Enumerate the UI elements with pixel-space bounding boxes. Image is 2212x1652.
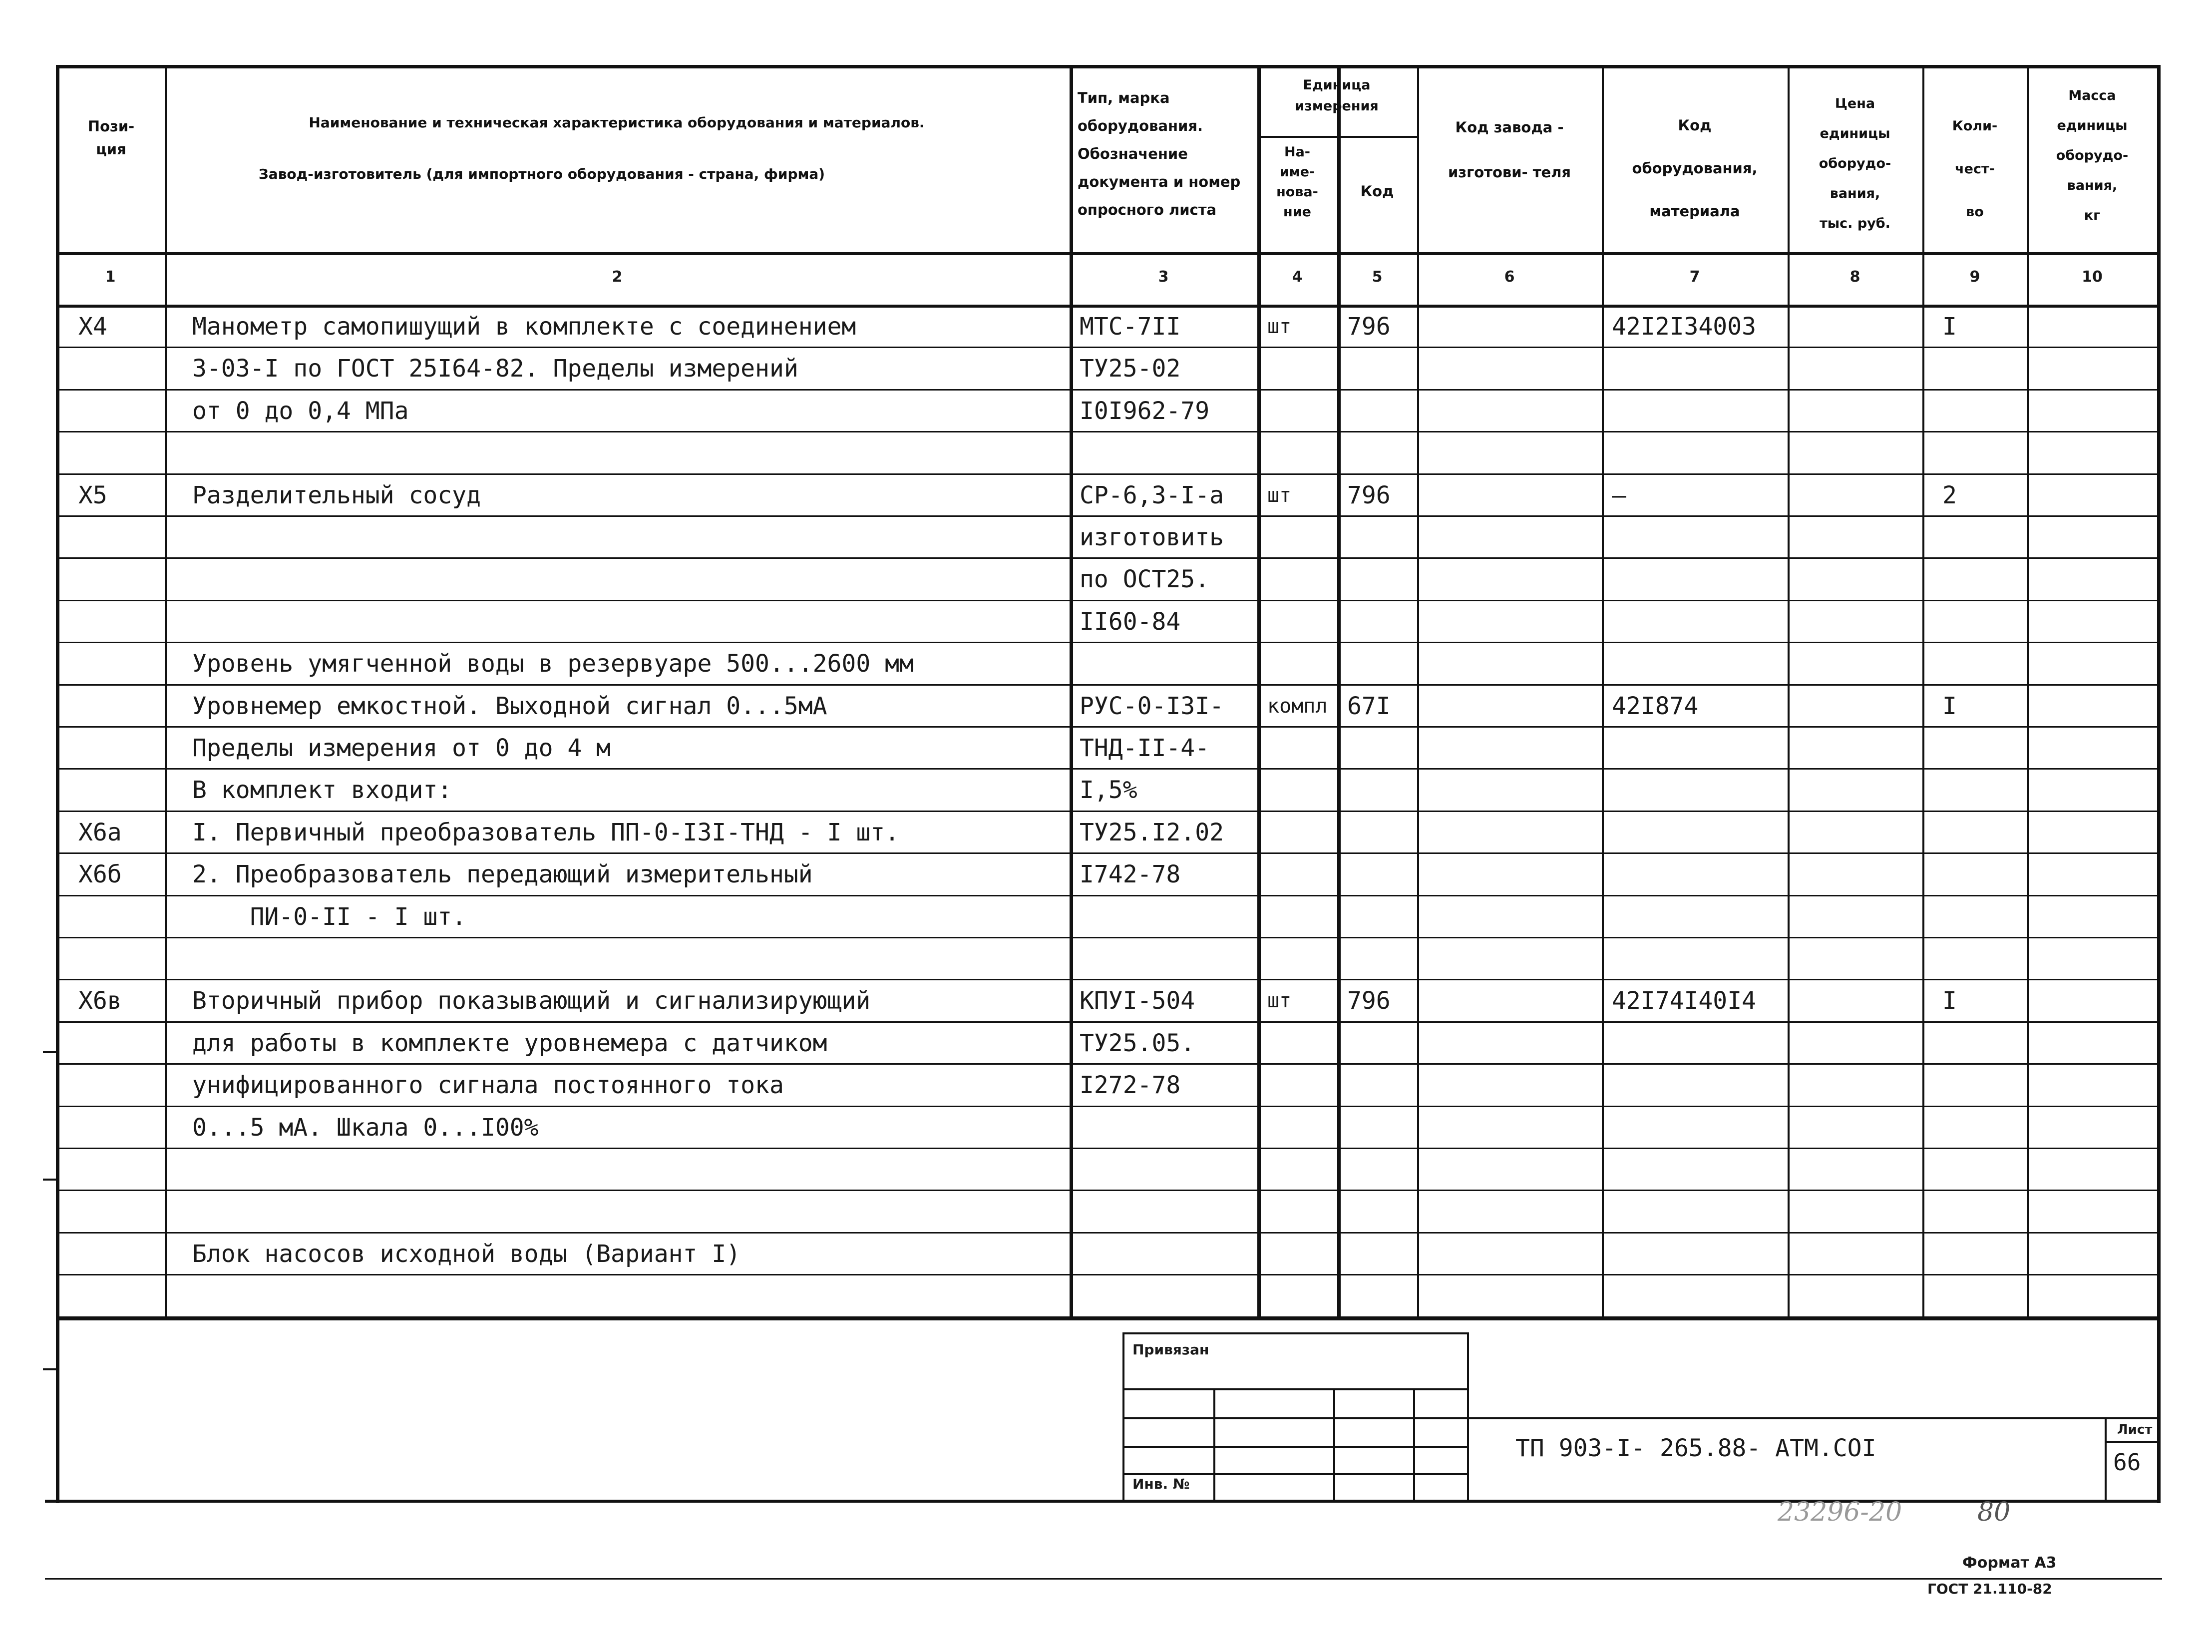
column-number: 10 (2082, 268, 2103, 286)
column-number: 1 (105, 268, 116, 286)
cell-type: РУС-0-I3I- (1080, 692, 1224, 720)
cell-name: Вторичный прибор показывающий и сигнализирующий (192, 987, 871, 1015)
header-price: Цена единицы оборудо- вания, тыс. руб. (1819, 96, 1891, 231)
row-divider (56, 1316, 2159, 1318)
row-divider (56, 1148, 2159, 1149)
cell-code: 796 (1347, 481, 1391, 509)
row-divider (56, 473, 2159, 475)
title-block-line (1122, 1473, 1467, 1475)
row-divider (56, 979, 2159, 980)
cell-type: ТУ25.I2.02 (1080, 818, 1224, 846)
title-block-line (1122, 1332, 1467, 1334)
row-divider (56, 557, 2159, 559)
cell-item-code: 42I874 (1612, 692, 1699, 720)
header-position: Пози- ция (87, 118, 135, 158)
cell-name: от 0 до 0,4 МПа (192, 397, 409, 425)
row-divider (56, 1274, 2159, 1275)
row-divider (56, 389, 2159, 391)
cell-qty: 2 (1942, 481, 1957, 509)
column-number: 4 (1292, 268, 1303, 286)
title-block-line (1122, 1446, 1467, 1448)
cell-unit: шт (1267, 989, 1292, 1013)
cell-name: В комплект входит: (192, 776, 452, 805)
row-divider (56, 684, 2159, 686)
row-divider (56, 768, 2159, 770)
cell-name: 0...5 мА. Шкала 0...I00% (192, 1113, 539, 1142)
cell-qty: I (1942, 987, 1957, 1015)
row-divider (56, 726, 2159, 728)
title-block-line (1122, 1332, 1124, 1502)
title-block-line (2105, 1441, 2160, 1443)
cell-unit: компл (1267, 694, 1328, 718)
cell-name: унифицированного сигнала постоянного тока (192, 1071, 784, 1100)
cell-item-code: – (1612, 481, 1626, 509)
row-divider (56, 811, 2159, 812)
cell-name: Уровень умягченной воды в резервуаре 500...2600 мм (192, 650, 914, 678)
column-number: 5 (1372, 268, 1383, 286)
cell-pos: X4 (78, 313, 107, 341)
cell-type: ТНД-II-4- (1080, 734, 1210, 762)
handwritten-number: 23296-20 (1778, 1497, 1902, 1527)
cell-name: Блок насосов исходной воды (Вариант I) (192, 1239, 741, 1268)
sheet-label: Лист (2117, 1422, 2153, 1437)
column-number: 3 (1158, 268, 1169, 286)
header-unit-group: Единица измерения (1295, 77, 1379, 114)
cell-qty: I (1942, 692, 1957, 720)
column-number: 6 (1504, 268, 1515, 286)
cell-pos: X6а (78, 818, 122, 846)
cell-type: СР-6,3-I-а (1080, 481, 1224, 509)
cell-type: по ОСТ25. (1080, 565, 1210, 594)
cell-unit: шт (1267, 315, 1292, 338)
header-qty: Коли- чест- во (1952, 118, 1998, 220)
column-number: 7 (1689, 268, 1700, 286)
cell-type: I,5% (1080, 776, 1137, 805)
cell-code: 796 (1347, 987, 1391, 1015)
row-divider (56, 642, 2159, 643)
cell-type: КПУI-504 (1080, 987, 1195, 1015)
cell-pos: X5 (78, 481, 107, 509)
cell-unit: шт (1267, 483, 1292, 507)
row-divider (56, 1021, 2159, 1023)
column-number: 8 (1849, 268, 1860, 286)
row-divider (56, 895, 2159, 896)
header-name-line2: Завод-изготовитель (для импортного оборудования - страна, фирма) (258, 166, 825, 182)
cell-pos: X6б (78, 860, 122, 889)
row-divider (56, 347, 2159, 348)
cell-name: Пределы измерения от 0 до 4 м (192, 734, 611, 762)
header-plant-code: Код завода - изготови- теля (1448, 119, 1571, 181)
header-type: Тип, марка оборудования. Обозначение документа и номер опросного листа (1078, 89, 1241, 218)
title-block-line (1333, 1388, 1335, 1501)
row-divider (56, 515, 2159, 517)
title-block-line (1413, 1388, 1415, 1501)
cell-name: I. Первичный преобразователь ПП-0-I3I-ТНД - I шт. (192, 818, 900, 846)
cell-name: для работы в комплекте уровнемера с датчиком (192, 1029, 827, 1057)
row-divider (56, 1106, 2159, 1107)
header-divider (56, 305, 2159, 308)
sheet-number: 66 (2113, 1449, 2141, 1476)
cell-type: I742-78 (1080, 860, 1181, 889)
cell-name: Уровнемер емкостной. Выходной сигнал 0...5мА (192, 692, 827, 720)
header-mass: Масса единицы оборудо- вания, кг (2056, 88, 2129, 223)
inventory-label: Инв. № (1132, 1476, 1190, 1492)
cell-type: изготовить (1080, 523, 1224, 551)
cell-item-code: 42I74I40I4 (1612, 987, 1756, 1015)
cell-pos: X6в (78, 987, 122, 1015)
row-divider (56, 600, 2159, 601)
cell-qty: I (1942, 313, 1957, 341)
row-divider (56, 852, 2159, 854)
title-block-line (1122, 1417, 1467, 1419)
header-unit-name: На- име- нова- ние (1276, 144, 1318, 220)
title-block-line (1122, 1388, 1467, 1390)
row-divider (56, 937, 2159, 938)
handwritten-page: 80 (1977, 1497, 2011, 1527)
cell-type: ТУ25.05. (1080, 1029, 1195, 1057)
format-label: Формат А3 (1962, 1554, 2057, 1572)
cell-name: Манометр самопишущий в комплекте с соединением (192, 313, 856, 341)
cell-type: I272-78 (1080, 1071, 1181, 1100)
cell-code: 796 (1347, 313, 1391, 341)
cell-type: МТС-7II (1080, 313, 1181, 341)
document-code: ТП 903-I- 265.88- АТМ.СОI (1515, 1434, 1876, 1462)
header-item-code: Код оборудования, материала (1632, 117, 1758, 220)
cell-name: 2. Преобразователь передающий измерительный (192, 860, 813, 889)
cell-name: 3-03-I по ГОСТ 25I64-82. Пределы измерений (192, 355, 798, 383)
column-number: 2 (612, 268, 623, 286)
cell-type: ТУ25-02 (1080, 355, 1181, 383)
cell-name: ПИ-0-II - I шт. (192, 902, 467, 931)
unit-header-divider (1257, 136, 1417, 138)
header-name-line1: Наименование и техническая характеристика оборудования и материалов. (309, 114, 925, 131)
row-divider (56, 1063, 2159, 1065)
cell-name: Разделительный сосуд (192, 481, 481, 509)
gost-label: ГОСТ 21.110-82 (1927, 1581, 2052, 1597)
title-block-line (1467, 1417, 2159, 1419)
attached-label: Привязан (1132, 1341, 1209, 1358)
cell-type: II60-84 (1080, 607, 1181, 636)
title-block-line (1213, 1388, 1215, 1501)
row-divider (56, 1232, 2159, 1234)
row-divider (56, 1190, 2159, 1191)
column-number: 9 (1969, 268, 1980, 286)
cell-item-code: 42I2I34003 (1612, 313, 1756, 341)
header-divider (56, 252, 2159, 255)
header-unit-code: Код (1360, 183, 1394, 200)
cell-code: 67I (1347, 692, 1391, 720)
row-divider (56, 431, 2159, 432)
title-block-line (2105, 1417, 2107, 1502)
cell-type: I0I962-79 (1080, 397, 1210, 425)
